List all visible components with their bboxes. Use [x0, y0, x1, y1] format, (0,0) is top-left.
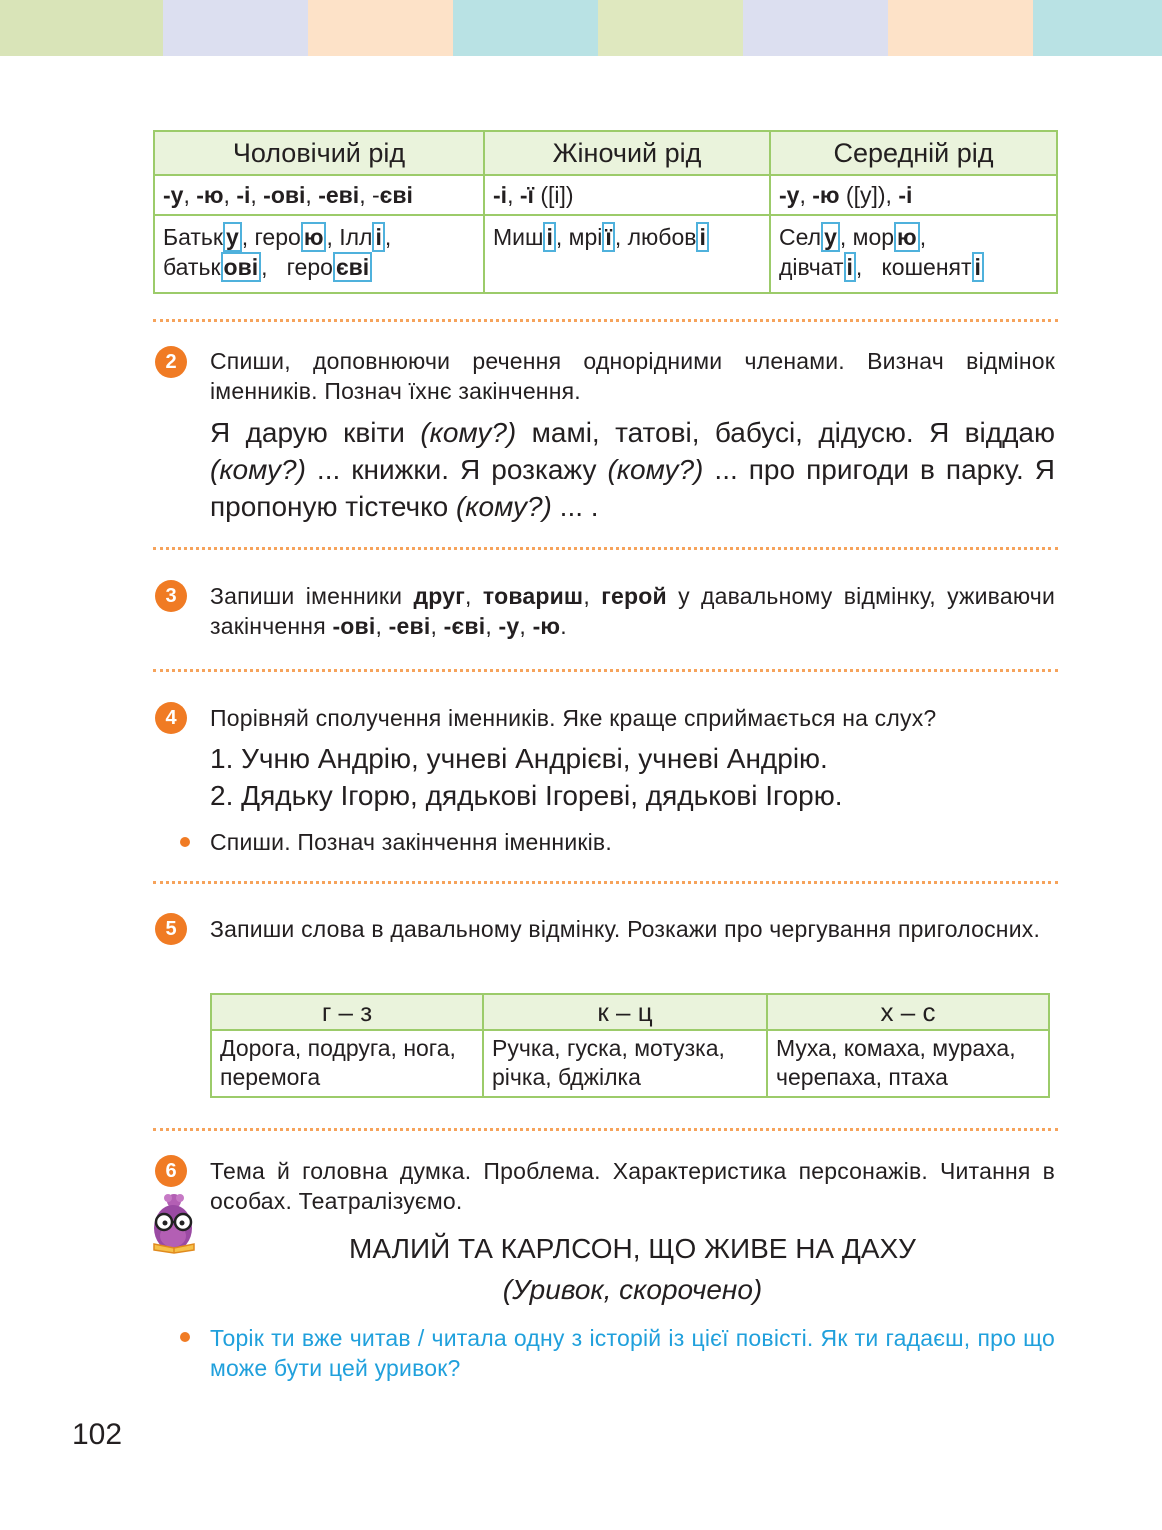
text-run: -у — [779, 181, 800, 208]
dotted-divider — [153, 547, 1058, 550]
neuter-endings — [770, 175, 1057, 215]
word-ending-box: і — [543, 222, 555, 252]
word-ending-box: і — [372, 222, 384, 252]
text-run: , — [250, 181, 264, 208]
text-run: (кому?) — [455, 491, 552, 522]
text-run: , — [799, 181, 813, 208]
text-run: , - — [359, 181, 380, 208]
task-number-4: 4 — [155, 702, 187, 734]
punctuation: , — [555, 224, 569, 250]
word-ending-box: і — [844, 252, 856, 282]
text-run: , — [583, 583, 602, 609]
text-run: єві — [379, 181, 413, 208]
punctuation: , — [261, 254, 287, 280]
color-band-segment — [598, 0, 743, 56]
text-run: (кому?) — [420, 417, 517, 448]
text-run: -ю — [812, 181, 840, 208]
word-stem: Сел — [779, 224, 822, 250]
dotted-divider — [153, 1128, 1058, 1131]
task6-question: Торік ти вже читав / читала одну з історій із цієї повісті. Як ти гадаєш, про що може бути цей уривок? — [210, 1325, 1055, 1381]
bookworm-reading-icon — [150, 1190, 198, 1254]
word-stem: мрі — [568, 224, 603, 250]
text-run: -ю — [196, 181, 224, 208]
text-run: , — [465, 583, 483, 609]
dotted-divider — [153, 669, 1058, 672]
alternation-header-row — [211, 994, 1049, 1030]
words-k-ts: Ручка, гуска, мотузка, річка, бджілка — [483, 1030, 767, 1097]
words-g-z: Дорога, подруга, нога, перемога — [211, 1030, 483, 1097]
header-feminine: Жіночий рід — [484, 131, 770, 175]
text-run: , — [375, 613, 389, 639]
text-run: (кому?) — [210, 454, 306, 485]
color-band-segment — [0, 0, 163, 56]
text-run: , — [519, 613, 533, 639]
noun-endings-table — [153, 130, 1058, 294]
task4-line-2: 2. Дядьку Ігорю, дядькові Ігореві, дядькові Ігорю. — [210, 780, 843, 811]
word-stem: кошенят — [881, 254, 972, 280]
task-number-3: 3 — [155, 580, 187, 612]
text-run: ... книжки. Я розкажу — [305, 454, 608, 485]
word-stem: мор — [852, 224, 895, 250]
top-color-band — [0, 0, 1162, 56]
word-ending-box: ю — [301, 222, 327, 252]
consonant-alternation-table — [210, 993, 1050, 1098]
word-stem: любов — [627, 224, 697, 250]
task3-instruction — [210, 581, 1055, 641]
word-stem: батьк — [163, 254, 221, 280]
words-kh-s: Муха, комаха, мураха, черепаха, птаха — [767, 1030, 1049, 1097]
text-run: -ові — [332, 613, 376, 639]
endings-row — [154, 175, 1057, 215]
word-stem: Миш — [493, 224, 544, 250]
task6-instruction: Тема й головна думка. Проблема. Характеристика персонажів. Читання в особах. Театралізуємо. — [210, 1158, 1055, 1214]
task-number-2: 2 — [155, 346, 187, 378]
task5-instruction: Запиши слова в давальному відмінку. Розкажи про чергування приголосних. — [210, 916, 1041, 942]
text-run: ([у]), — [839, 181, 899, 208]
text-run: , — [485, 613, 499, 639]
word-stem: дівчат — [779, 254, 844, 280]
color-band-segment — [163, 0, 308, 56]
punctuation: , — [614, 224, 628, 250]
word-ending-box: єві — [333, 252, 372, 282]
text-run: -і — [236, 181, 251, 208]
text-run: у давальному відмінку, уживаючи закінчення — [210, 583, 1056, 639]
word-ending-box: у — [223, 222, 242, 252]
word-stem: геро — [254, 224, 301, 250]
text-run: ([і]) — [533, 181, 574, 208]
text-run: -еві — [318, 181, 360, 208]
punctuation: , — [855, 254, 882, 280]
color-band-segment — [1033, 0, 1162, 56]
story-subtitle: (Уривок, скорочено) — [502, 1274, 763, 1305]
text-run: , — [223, 181, 237, 208]
header-g-z: г – з — [211, 994, 483, 1030]
bullet-icon — [180, 837, 190, 847]
task2-text — [210, 414, 1055, 525]
dotted-divider — [153, 319, 1058, 322]
page-number: 102 — [72, 1418, 123, 1451]
text-run: . — [560, 613, 567, 639]
masculine-examples — [154, 215, 484, 293]
neuter-examples — [770, 215, 1057, 293]
header-kh-s: х – с — [767, 994, 1049, 1030]
task4-line-1: 1. Учню Андрію, учневі Андрієві, учневі Андрію. — [210, 743, 828, 774]
punctuation: , — [839, 224, 853, 250]
color-band-segment — [308, 0, 453, 56]
word-ending-box: у — [821, 222, 840, 252]
word-stem: геро — [286, 254, 333, 280]
color-band-segment — [743, 0, 888, 56]
text-run: друг — [413, 583, 466, 609]
text-run: Запиши іменники — [210, 583, 414, 609]
task4-bullet-text: Спиши. Познач закінчення іменників. — [210, 829, 612, 855]
task2-paragraph — [210, 414, 1055, 525]
word-stem: Ілл — [339, 224, 373, 250]
text-run: Я дарую квіти — [210, 417, 421, 448]
punctuation: , — [241, 224, 255, 250]
header-neuter: Середній рід — [770, 131, 1057, 175]
text-run: ... про пригоди в парку. Я пропоную тістечко — [210, 454, 1056, 522]
alternation-words-row — [211, 1030, 1049, 1097]
bullet-icon — [180, 1332, 190, 1342]
text-run: , — [305, 181, 319, 208]
masculine-endings — [154, 175, 484, 215]
text-run: -єві — [443, 613, 486, 639]
examples-row — [154, 215, 1057, 293]
task-number-5: 5 — [155, 913, 187, 945]
text-run: -і — [898, 181, 913, 208]
text-run: -еві — [388, 613, 431, 639]
text-run: , — [183, 181, 197, 208]
text-run: герой — [601, 583, 667, 609]
text-run: , — [507, 181, 520, 208]
punctuation: , — [384, 224, 392, 250]
word-ending-box: ові — [221, 252, 262, 282]
text-run: ... . — [551, 491, 599, 522]
header-masculine: Чоловічий рід — [154, 131, 484, 175]
text-run: , — [430, 613, 444, 639]
text-run: мамі, татові, бабусі, дідусю. Я віддаю — [516, 417, 1056, 448]
task-number-6: 6 — [155, 1155, 187, 1187]
word-ending-box: ї — [602, 222, 614, 252]
word-ending-box: і — [696, 222, 708, 252]
task4-instruction: Порівняй сполучення іменників. Яке краще сприймається на слух? — [210, 705, 937, 731]
dotted-divider — [153, 881, 1058, 884]
color-band-segment — [888, 0, 1033, 56]
task2-instruction: Спиши, доповнюючи речення однорідними членами. Визнач відмінок іменників. Познач їхнє закінчення. — [210, 348, 1055, 404]
text-run: -у — [163, 181, 184, 208]
header-k-ts: к – ц — [483, 994, 767, 1030]
endings-header-row — [154, 131, 1057, 175]
word-ending-box: ю — [894, 222, 920, 252]
feminine-endings — [484, 175, 770, 215]
feminine-examples — [484, 215, 770, 293]
story-title: МАЛИЙ ТА КАРЛСОН, ЩО ЖИВЕ НА ДАХУ — [349, 1233, 916, 1264]
text-run: -ї — [519, 181, 534, 208]
color-band-segment — [453, 0, 598, 56]
text-run: -ові — [263, 181, 306, 208]
text-run: -у — [498, 613, 520, 639]
text-run: (кому?) — [607, 454, 704, 485]
word-stem: Батьк — [163, 224, 223, 250]
punctuation: , — [326, 224, 340, 250]
punctuation: , — [919, 224, 927, 250]
text-run: -ю — [532, 613, 561, 639]
text-run: товариш — [482, 583, 584, 609]
text-run: -і — [493, 181, 508, 208]
word-ending-box: і — [972, 252, 984, 282]
